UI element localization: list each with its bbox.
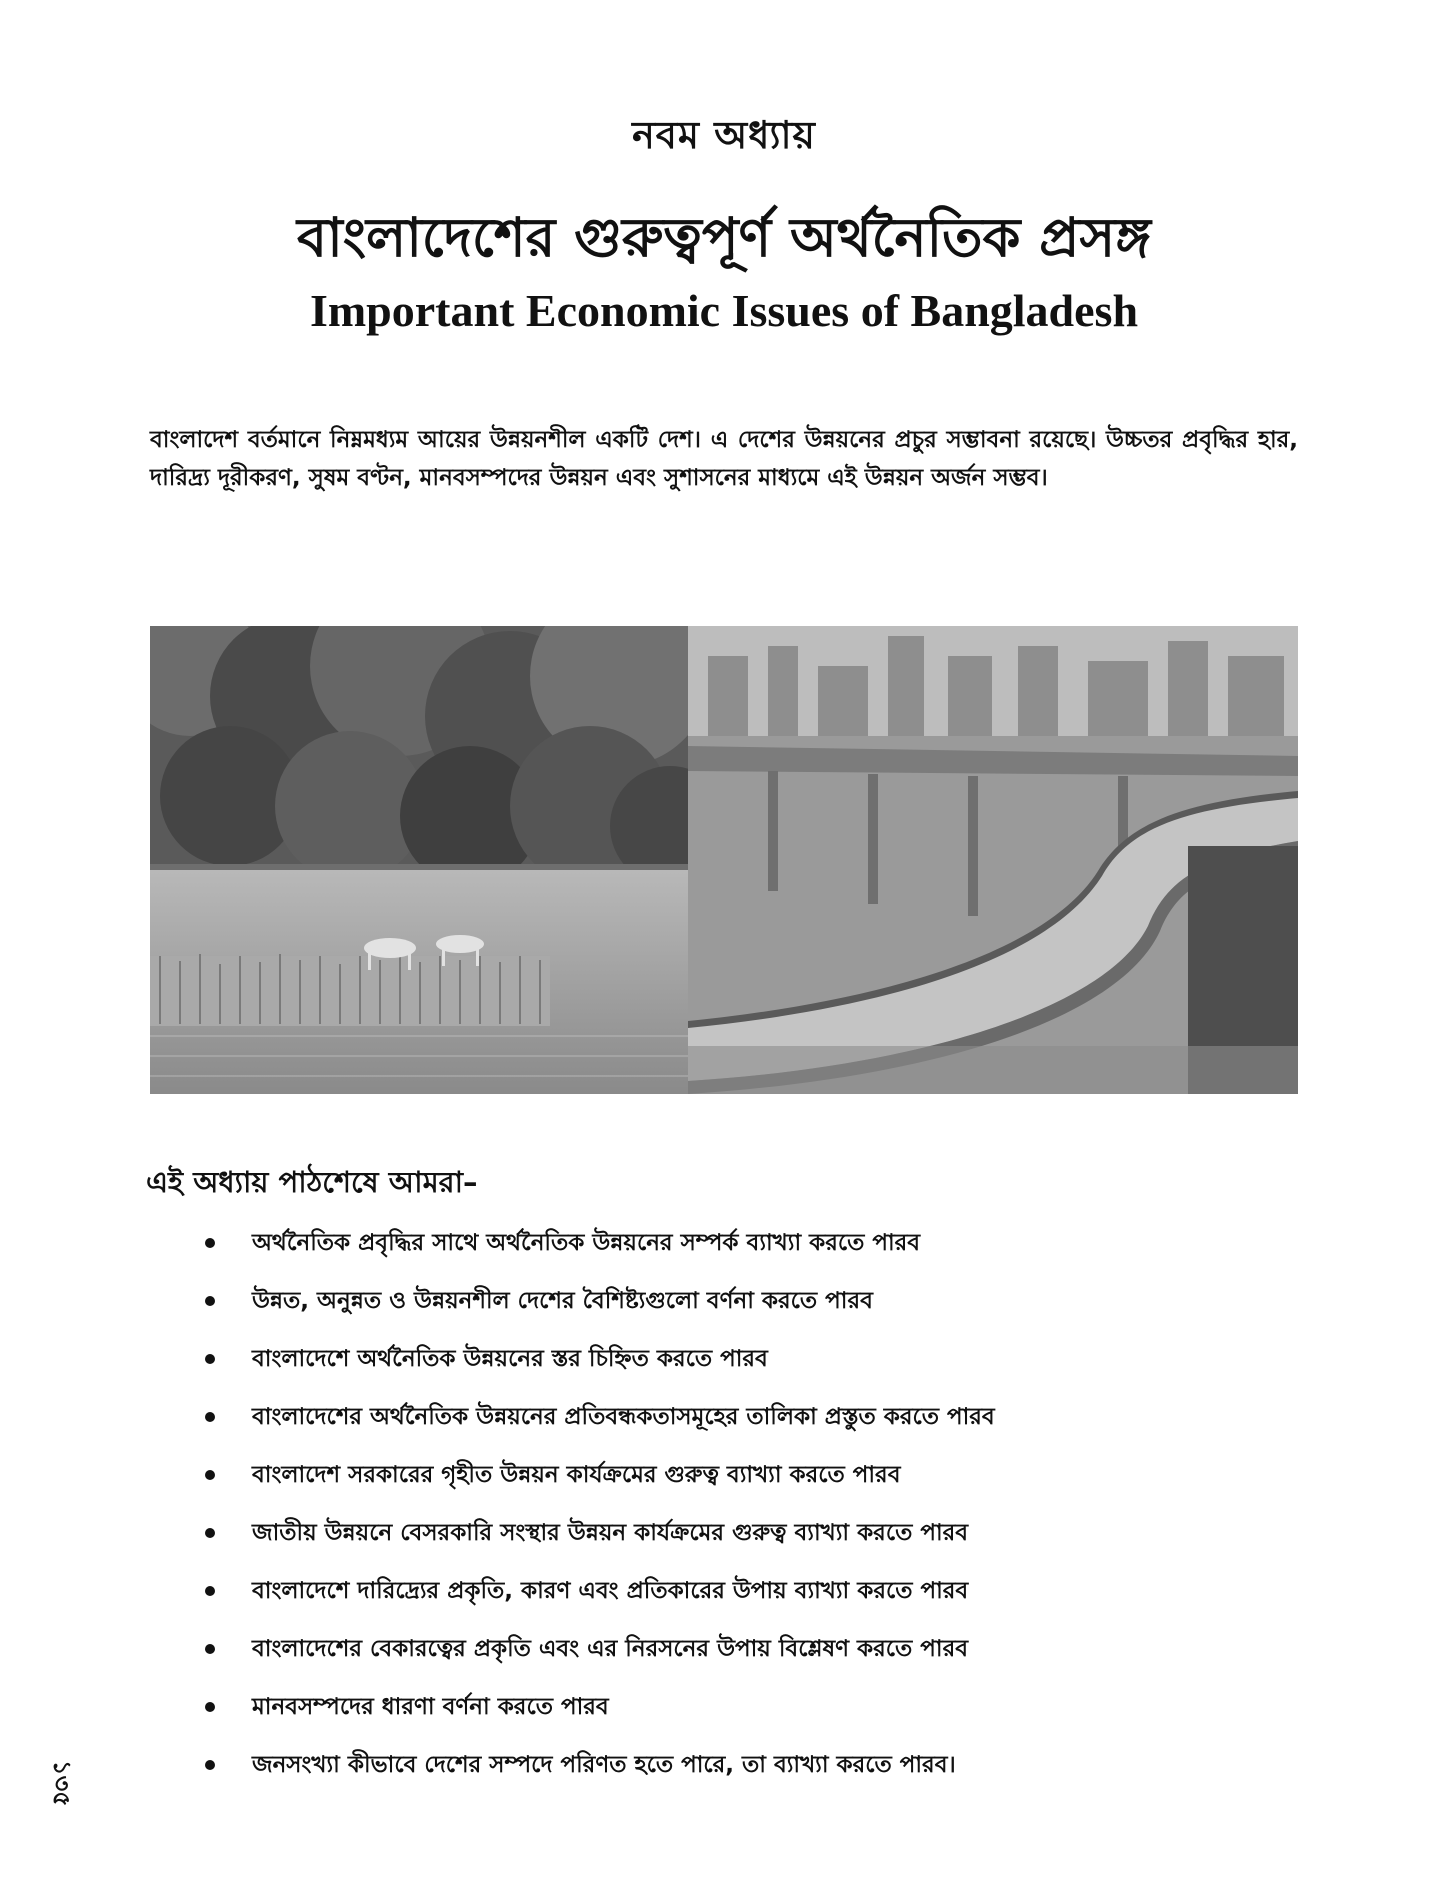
- objective-text: অর্থনৈতিক প্রবৃদ্ধির সাথে অর্থনৈতিক উন্নয়নের সম্পর্ক ব্যাখ্যা করতে পারব: [252, 1230, 921, 1256]
- bullet-icon: [205, 1586, 215, 1596]
- list-item: [0, 1570, 1448, 1628]
- list-item: [0, 1628, 1448, 1686]
- bullet-icon: [205, 1760, 215, 1770]
- chapter-photos: [150, 626, 1298, 1094]
- chapter-title-english: Important Economic Issues of Bangladesh: [309, 285, 1139, 336]
- objective-text: বাংলাদেশ সরকারের গৃহীত উন্নয়ন কার্যক্রমের গুরুত্ব ব্যাখ্যা করতে পারব: [252, 1462, 901, 1488]
- bullet-icon: [205, 1354, 215, 1364]
- bullet-icon: [205, 1412, 215, 1422]
- list-item: [0, 1338, 1448, 1396]
- list-item: [0, 1686, 1448, 1744]
- list-item: [0, 1222, 1448, 1280]
- objective-text: বাংলাদেশের অর্থনৈতিক উন্নয়নের প্রতিবন্ধকতাসমূহের তালিকা প্রস্তুত করতে পারব: [252, 1404, 995, 1430]
- flyover-bridge-photo: [688, 626, 1298, 1094]
- list-item: [0, 1454, 1448, 1512]
- list-item: [0, 1280, 1448, 1338]
- page-number: ১৩৫: [48, 1760, 76, 1807]
- list-item: [0, 1512, 1448, 1570]
- bullet-icon: [205, 1238, 215, 1248]
- learning-objectives-list: [0, 1222, 1448, 1802]
- objective-text: উন্নত, অনুন্নত ও উন্নয়নশীল দেশের বৈশিষ্ট্যগুলো বর্ণনা করতে পারব: [252, 1288, 873, 1314]
- list-item: [0, 1744, 1448, 1802]
- objective-text: মানবসম্পদের ধারণা বর্ণনা করতে পারব: [252, 1694, 609, 1720]
- bullet-icon: [205, 1528, 215, 1538]
- list-item: [0, 1396, 1448, 1454]
- chapter-number: নবম অধ্যায়: [632, 113, 816, 157]
- objective-text: জনসংখ্যা কীভাবে দেশের সম্পদে পরিণত হতে পারে, তা ব্যাখ্যা করতে পারব।: [252, 1752, 956, 1778]
- learning-objectives-heading: এই অধ্যায় পাঠশেষে আমরা–: [146, 1165, 478, 1199]
- objective-text: জাতীয় উন্নয়নে বেসরকারি সংস্থার উন্নয়ন কার্যক্রমের গুরুত্ব ব্যাখ্যা করতে পারব: [252, 1520, 969, 1546]
- mangrove-forest-photo: [150, 626, 688, 1094]
- chapter-title-bengali: বাংলাদেশের গুরুত্বপূর্ণ অর্থনৈতিক প্রসঙ্গ: [297, 206, 1151, 269]
- objective-text: বাংলাদেশে অর্থনৈতিক উন্নয়নের স্তর চিহ্নিত করতে পারব: [252, 1346, 768, 1372]
- bullet-icon: [205, 1296, 215, 1306]
- objective-text: বাংলাদেশের বেকারত্বের প্রকৃতি এবং এর নিরসনের উপায় বিশ্লেষণ করতে পারব: [252, 1636, 969, 1662]
- intro-paragraph: বাংলাদেশ বর্তমানে নিম্নমধ্যম আয়ের উন্নয়নশীল একটি দেশ। এ দেশের উন্নয়নের প্রচুর সম্ভাবনা রয়েছে। উচ্চতর প্রবৃদ্ধির হার, দারিদ্র্য দূরীকরণ, সুষম বণ্টন, মানবসম্পদের উন্নয়ন এবং সুশাসনের মাধ্যমে এই উন্নয়ন অর্জন সম্ভব।: [150, 427, 1298, 491]
- objective-text: বাংলাদেশে দারিদ্র্যের প্রকৃতি, কারণ এবং প্রতিকারের উপায় ব্যাখ্যা করতে পারব: [252, 1578, 969, 1604]
- bullet-icon: [205, 1644, 215, 1654]
- bullet-icon: [205, 1702, 215, 1712]
- bullet-icon: [205, 1470, 215, 1480]
